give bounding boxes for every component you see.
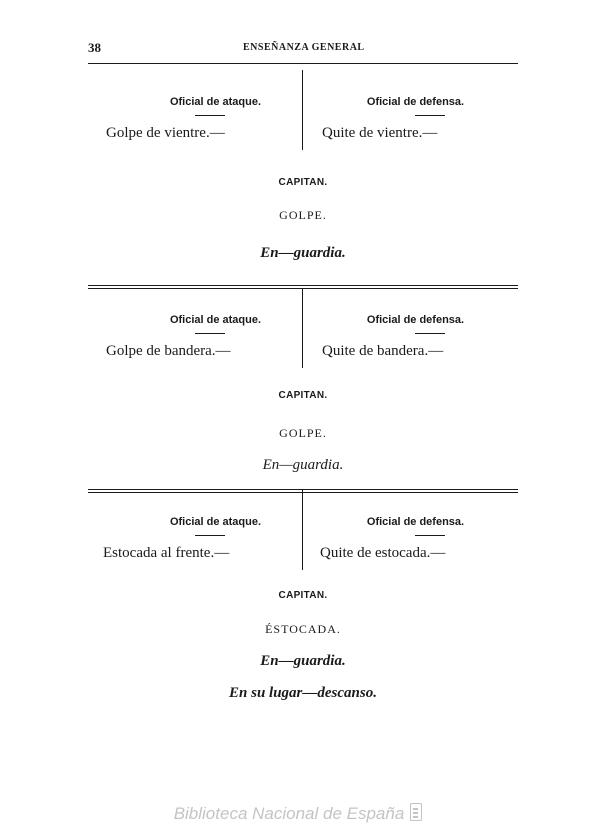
defense-line: Quite de estocada.—: [320, 545, 446, 561]
attack-role-label: Oficial de ataque.: [169, 96, 262, 108]
running-title: ENSEÑANZA GENERAL: [243, 42, 365, 53]
role-dash: [415, 115, 445, 116]
captain-heading: CAPITAN.: [278, 390, 328, 401]
guard-command: En—guardia.: [260, 245, 346, 261]
defense-column: [303, 70, 518, 150]
defense-line: Quite de vientre.—: [322, 125, 438, 141]
defense-column: [303, 490, 518, 570]
watermark-text: Biblioteca Nacional de España: [173, 804, 405, 823]
attack-column: [88, 70, 303, 150]
defense-column: [303, 288, 518, 368]
role-dash: [415, 535, 445, 536]
attack-column: [88, 490, 303, 570]
role-dash: [195, 115, 225, 116]
attack-line: Estocada al frente.—: [103, 545, 230, 561]
defense-role-label: Oficial de defensa.: [366, 314, 465, 326]
captain-heading: CAPITAN.: [278, 590, 328, 601]
defense-role-label: Oficial de defensa.: [366, 516, 465, 528]
library-book-icon: [410, 803, 422, 821]
guard-command: En—guardia.: [262, 457, 344, 473]
role-dash: [415, 333, 445, 334]
attack-line: Golpe de vientre.—: [106, 125, 225, 141]
closing-command: En su lugar—descanso.: [229, 685, 377, 701]
defense-role-label: Oficial de defensa.: [366, 96, 465, 108]
role-dash: [195, 535, 225, 536]
guard-command: En—guardia.: [260, 653, 346, 669]
role-dash: [195, 333, 225, 334]
command-text: GOLPE.: [279, 208, 327, 222]
attack-role-label: Oficial de ataque.: [169, 314, 262, 326]
attack-line: Golpe de bandera.—: [106, 343, 231, 359]
library-watermark: [0, 803, 596, 824]
attack-role-label: Oficial de ataque.: [169, 516, 262, 528]
page-number: 38: [88, 40, 101, 55]
exchange-block-1: [88, 70, 518, 150]
exchange-block-3: [88, 490, 518, 570]
header-rule: [88, 63, 518, 64]
defense-line: Quite de bandera.—: [322, 343, 444, 359]
command-text: ÉSTOCADA.: [265, 622, 341, 636]
page-header: [88, 40, 518, 56]
exchange-block-2: [88, 288, 518, 368]
command-text: GOLPE.: [279, 426, 327, 440]
attack-column: [88, 288, 303, 368]
captain-heading: CAPITAN.: [278, 177, 328, 188]
